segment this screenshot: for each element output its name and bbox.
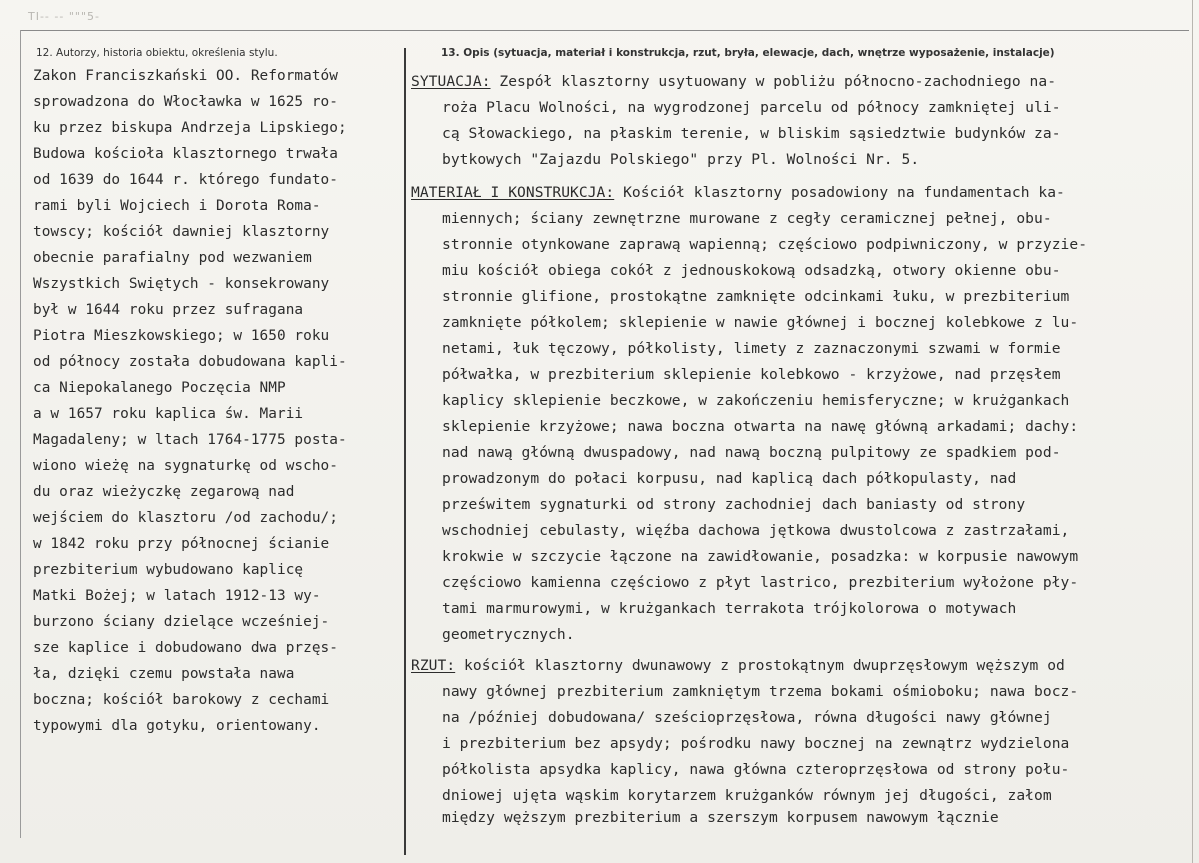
rzut-line: na /później dobudowana/ sześcioprzęsłowa, równa długości nawy głównej xyxy=(442,709,1052,726)
material-line: stronnie otynkowane zaprawą wapienną; częściowo podpiwniczony, w przyzie- xyxy=(442,236,1088,253)
material-line: wschodniej cebulasty, więźba dachowa jętkowa dwustolcowa z zastrzałami, xyxy=(442,522,1070,539)
rzut-first-line xyxy=(411,658,1065,674)
material-line: zamknięte półkolem; sklepienie w nawie głównej i bocznej kolebkowe z lu- xyxy=(442,314,1079,331)
history-line: od 1639 do 1644 r. którego fundato- xyxy=(33,172,338,188)
sytuacja-line: roża Placu Wolności, na wygrodzonej parcelu od północy zamkniętej uli- xyxy=(442,99,1061,116)
material-line: stronnie glifione, prostokątne zamknięte odcinkami łuku, w prezbiterium xyxy=(442,288,1070,305)
history-line: był w 1644 roku przez sufragana xyxy=(33,302,304,318)
material-first-text: Kościół klasztorny posadowiony na fundamentach ka- xyxy=(614,184,1065,201)
history-line: wejściem do klasztoru /od zachodu/; xyxy=(33,510,338,526)
material-label: MATERIAŁ I KONSTRUKCJA: xyxy=(411,184,615,201)
rzut-line: nawy głównej prezbiterium zamkniętym trzema bokami ośmioboku; nawa bocz- xyxy=(442,683,1079,700)
rzut-line: półkolista apsydka kaplicy, nawa główna czteroprzęsłowa od strony połu- xyxy=(442,761,1070,778)
rzut-line: i prezbiterium bez apsydy; pośrodku nawy bocznej na zewnątrz wydzielona xyxy=(442,735,1070,752)
history-line: Magadaleny; w ltach 1764-1775 posta- xyxy=(33,432,347,448)
history-line: w 1842 roku przy północnej ścianie xyxy=(33,536,330,552)
history-line: od północy została dobudowana kapli- xyxy=(33,354,347,370)
material-first-line xyxy=(411,185,1065,201)
history-line: boczna; kościół barokowy z cechami xyxy=(33,692,330,708)
history-line: Budowa kościoła klasztornego trwała xyxy=(33,146,338,162)
material-line: geometrycznych. xyxy=(442,626,575,643)
history-line: ła, dzięki czemu powstała nawa xyxy=(33,666,295,682)
sytuacja-label: SYTUACJA: xyxy=(411,73,491,90)
material-line: półwałka, w prezbiterium sklepienie kolebkowo - krzyżowe, nad przęsłem xyxy=(442,366,1061,383)
material-line: netami, łuk tęczowy, półkolisty, limety z zaznaczonymi szwami w formie xyxy=(442,340,1061,357)
left-column-header: 12. Autorzy, historia obiektu, określenia stylu. xyxy=(36,47,278,59)
history-line: rami byli Wojciech i Dorota Roma- xyxy=(33,198,321,214)
history-line: wiono wieżę na sygnaturkę od wscho- xyxy=(33,458,338,474)
history-line: burzono ściany dzielące wcześniej- xyxy=(33,614,330,630)
top-rule xyxy=(20,30,1189,31)
material-line: miennych; ściany zewnętrzne murowane z cegły ceramicznej pełnej, obu- xyxy=(442,210,1052,227)
material-line: prześwitem sygnaturki od strony zachodniej dach baniasty od strony xyxy=(442,496,1026,513)
sytuacja-first-text: Zespół klasztorny usytuowany w pobliżu północno-zachodniego na- xyxy=(490,73,1057,90)
sytuacja-first-line xyxy=(411,74,1056,90)
faint-form-header: TI-- -- """5- xyxy=(28,10,100,23)
column-divider xyxy=(404,48,406,855)
sytuacja-line: bytkowych "Zajazdu Polskiego" przy Pl. Wolności Nr. 5. xyxy=(442,151,920,168)
history-line: towscy; kościół dawniej klasztorny xyxy=(33,224,330,240)
history-line: obecnie parafialny pod wezwaniem xyxy=(33,250,312,266)
history-line: ku przez biskupa Andrzeja Lipskiego; xyxy=(33,120,347,136)
history-line: typowymi dla gotyku, orientowany. xyxy=(33,718,321,734)
history-line: sprowadzona do Włocławka w 1625 ro- xyxy=(33,94,338,110)
history-line: sze kaplice i dobudowano dwa przęs- xyxy=(33,640,338,656)
left-rule xyxy=(20,30,21,838)
material-line: kaplicy sklepienie beczkowe, w zakończeniu hemisferyczne; w krużgankach xyxy=(442,392,1070,409)
history-line: a w 1657 roku kaplica św. Marii xyxy=(33,406,304,422)
history-line: Matki Bożej; w latach 1912-13 wy- xyxy=(33,588,321,604)
right-edge xyxy=(1192,0,1193,863)
history-line: Piotra Mieszkowskiego; w 1650 roku xyxy=(33,328,330,344)
material-line: sklepienie krzyżowe; nawa boczna otwarta na nawę główną arkadami; dachy: xyxy=(442,418,1079,435)
history-line: Zakon Franciszkański OO. Reformatów xyxy=(33,68,338,84)
history-line: du oraz wieżyczkę zegarową nad xyxy=(33,484,295,500)
history-line: Wszystkich Swiętych - konsekrowany xyxy=(33,276,330,292)
sytuacja-line: cą Słowackiego, na płaskim terenie, w bliskim sąsiedztwie budynków za- xyxy=(442,125,1061,142)
material-line: prowadzonym do połaci korpusu, nad kaplicą dach półkopulasty, nad xyxy=(442,470,1017,487)
history-line: ca Niepokalanego Poczęcia NMP xyxy=(33,380,286,396)
rzut-line: między węższym prezbiterium a szerszym korpusem nawowym łącznie xyxy=(442,809,999,826)
material-line: częściowo kamienna częściowo z płyt lastrico, prezbiterium wyłożone pły- xyxy=(442,574,1079,591)
rzut-first-text: kościół klasztorny dwunawowy z prostokątnym dwuprzęsłowym węższym od xyxy=(455,657,1065,674)
material-line: nad nawą główną dwuspadowy, nad nawą boczną pulpitowy ze spadkiem pod- xyxy=(442,444,1061,461)
right-column-header: 13. Opis (sytuacja, materiał i konstrukcja, rzut, bryła, elewacje, dach, wnętrze wyposażenie, instalacje) xyxy=(441,47,1055,59)
material-line: tami marmurowymi, w krużgankach terrakota trójkolorowa o motywach xyxy=(442,600,1017,617)
material-line: miu kościół obiega cokół z jednouskokową odsadzką, otwory okienne obu- xyxy=(442,262,1061,279)
rzut-line: dniowej ujęta wąskim korytarzem krużganków równym jej długości, załom xyxy=(442,787,1052,804)
rzut-label: RZUT: xyxy=(411,657,456,674)
history-line: prezbiterium wybudowano kaplicę xyxy=(33,562,304,578)
material-line: krokwie w szczycie łączone na zawidłowanie, posadzka: w korpusie nawowym xyxy=(442,548,1079,565)
